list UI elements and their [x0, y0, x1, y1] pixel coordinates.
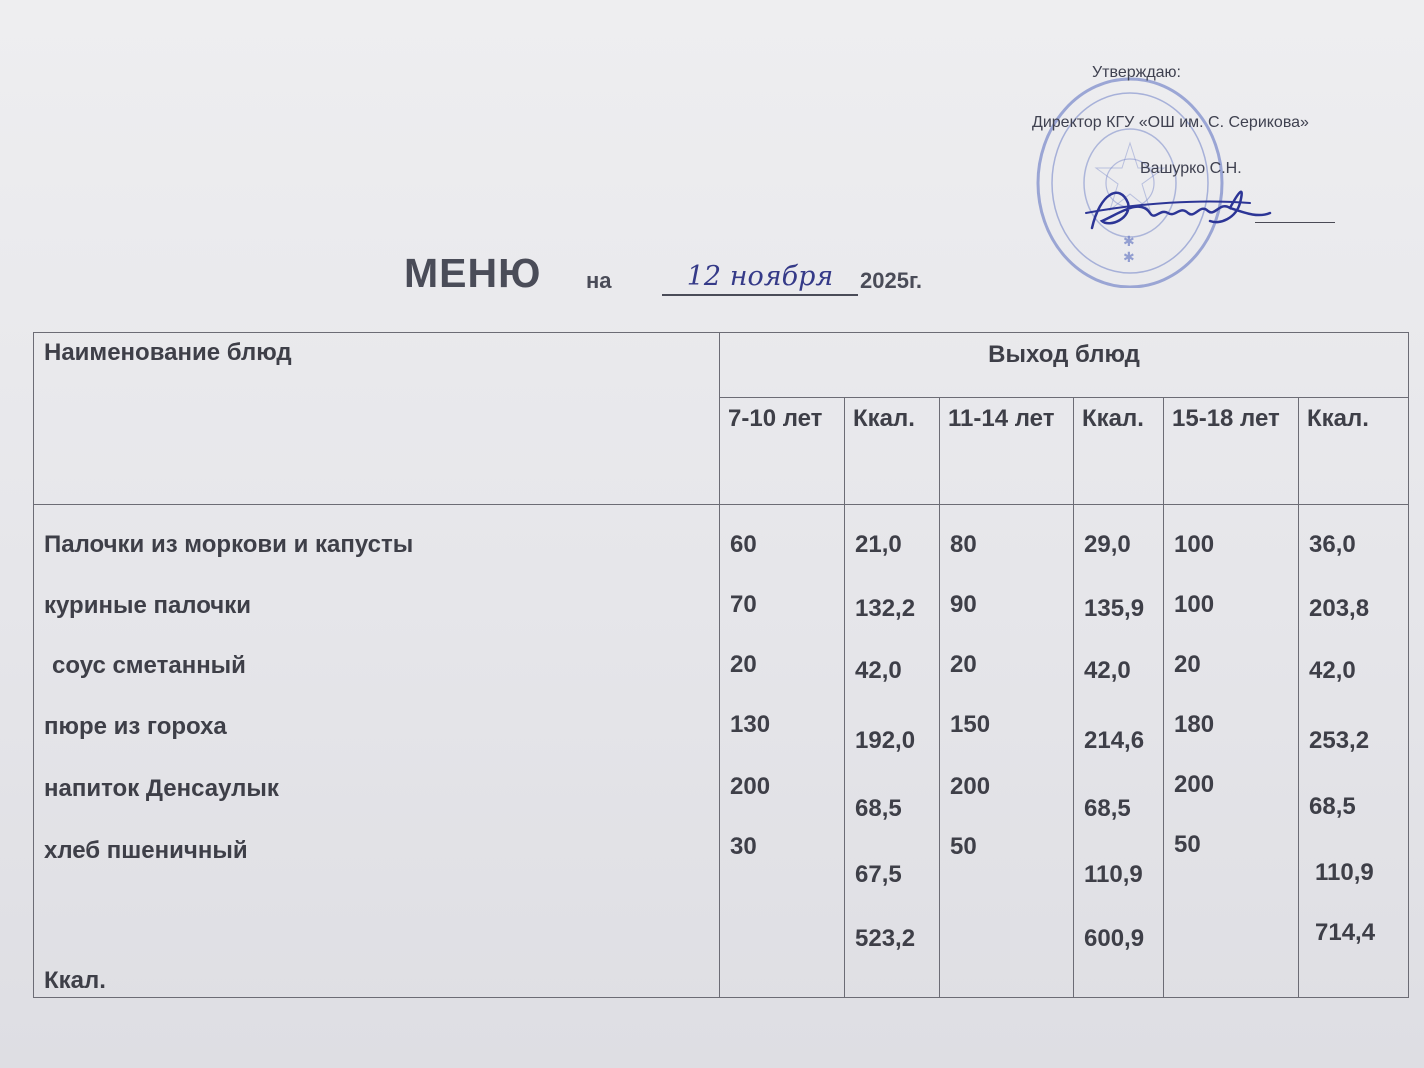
kcal-total: 600,9 — [1084, 925, 1145, 952]
kcal-value: 110,9 — [1315, 859, 1374, 886]
yield-value: 100 — [1174, 531, 1215, 558]
kcal-value: 253,2 — [1309, 727, 1370, 754]
heading-on-word: на — [586, 268, 612, 293]
kcal-value: 214,6 — [1084, 727, 1145, 754]
menu-table — [33, 332, 1409, 998]
kcal-value: 67,5 — [855, 861, 902, 888]
approve-title: Утверждаю: — [1092, 64, 1181, 81]
dish-name: напиток Денсаулык — [44, 775, 279, 802]
yield-value: 20 — [950, 651, 977, 678]
kcal-total: 714,4 — [1315, 919, 1376, 946]
director-name: Вашурко С.Н. — [1140, 160, 1242, 177]
dish-name: хлеб пшеничный — [44, 837, 248, 864]
yield-value: 200 — [730, 773, 771, 800]
kcal-value: 110,9 — [1084, 861, 1143, 888]
dishes-row — [34, 505, 1409, 998]
yield-value: 50 — [950, 833, 977, 860]
kcal-total: 523,2 — [855, 925, 916, 952]
kcal-value: 68,5 — [1084, 795, 1131, 822]
yield-value: 130 — [730, 711, 771, 738]
director-title: Директор КГУ «ОШ им. С. Серикова» — [1032, 114, 1309, 131]
age-7-10-header: 7-10 лет — [720, 398, 845, 505]
kcal-15-18-column — [1299, 505, 1409, 998]
yield-value: 90 — [950, 591, 977, 618]
dish-name: пюре из гороха — [44, 713, 227, 740]
yield-value: 80 — [950, 531, 977, 558]
yield-11-14-column — [940, 505, 1074, 998]
kcal-11-14-column — [1074, 505, 1164, 998]
kcal-7-10-column — [845, 505, 940, 998]
kcal-value: 21,0 — [855, 531, 902, 558]
heading-year: 2025г. — [860, 268, 923, 293]
dish-name: Палочки из моркови и капусты — [44, 531, 414, 558]
kcal-value: 36,0 — [1309, 531, 1356, 558]
dish-name: куриные палочки — [44, 592, 251, 619]
age-11-14-header: 11-14 лет — [940, 398, 1074, 505]
yield-value: 150 — [950, 711, 991, 738]
yield-15-18-column — [1164, 505, 1299, 998]
svg-text:✱: ✱ — [1123, 249, 1135, 265]
dish-name: соус сметанный — [52, 652, 246, 679]
yield-value: 20 — [730, 651, 757, 678]
dish-name-header: Наименование блюд — [34, 333, 720, 505]
yield-value: 100 — [1174, 591, 1215, 618]
kcal-value: 42,0 — [1309, 657, 1356, 684]
yield-value: 200 — [1174, 771, 1215, 798]
kcal-value: 68,5 — [1309, 793, 1356, 820]
yield-value: 200 — [950, 773, 991, 800]
yield-value: 180 — [1174, 711, 1215, 738]
yield-value: 20 — [1174, 651, 1201, 678]
handwritten-date: 12 ноября — [662, 260, 858, 296]
kcal-value: 132,2 — [855, 595, 916, 622]
kcal-value: 42,0 — [855, 657, 902, 684]
menu-heading — [404, 246, 964, 306]
yield-value: 30 — [730, 833, 757, 860]
kcal-7-10-header: Ккал. — [845, 398, 940, 505]
signature-icon — [1080, 173, 1280, 243]
kcal-value: 192,0 — [855, 727, 916, 754]
dish-names-column — [34, 505, 720, 998]
kcal-value: 135,9 — [1084, 595, 1145, 622]
yield-7-10-column — [720, 505, 845, 998]
kcal-15-18-header: Ккал. — [1299, 398, 1409, 505]
age-15-18-header: 15-18 лет — [1164, 398, 1299, 505]
kcal-value: 68,5 — [855, 795, 902, 822]
kcal-value: 29,0 — [1084, 531, 1131, 558]
yield-value: 70 — [730, 591, 757, 618]
kcal-value: 42,0 — [1084, 657, 1131, 684]
kcal-11-14-header: Ккал. — [1074, 398, 1164, 505]
total-kcal-label: Ккал. — [44, 967, 106, 994]
page-title: МЕНЮ — [404, 250, 542, 296]
approval-block — [1020, 58, 1360, 298]
yield-value: 50 — [1174, 831, 1201, 858]
svg-text:✱: ✱ — [1123, 233, 1135, 249]
header-row — [34, 333, 1409, 398]
kcal-value: 203,8 — [1309, 595, 1370, 622]
yield-header: Выход блюд — [720, 333, 1409, 398]
yield-value: 60 — [730, 531, 757, 558]
signature-line — [1255, 222, 1335, 223]
